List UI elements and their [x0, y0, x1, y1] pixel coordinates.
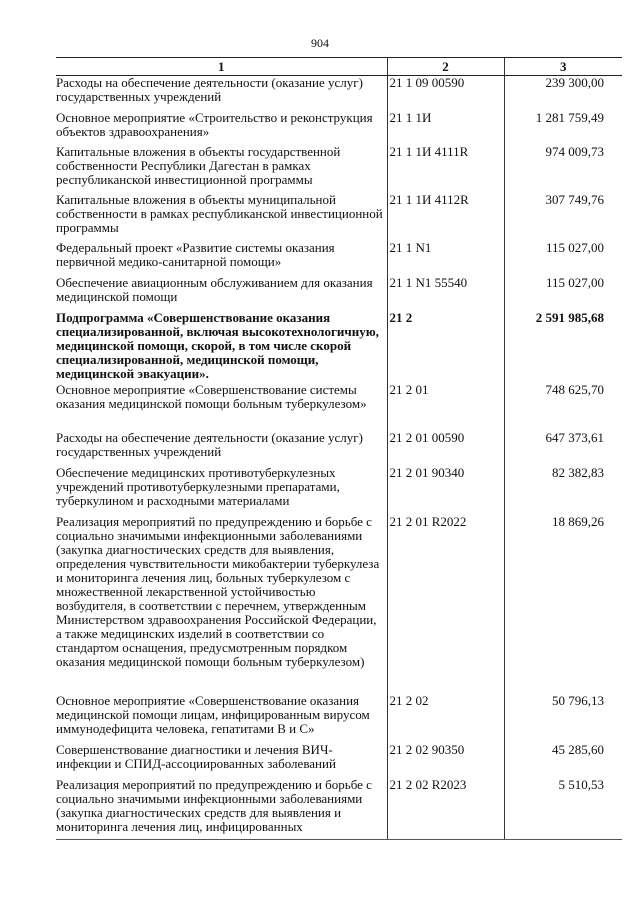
table-row: [56, 743, 622, 778]
column-header-code: 2: [387, 58, 504, 76]
row-amount: 748 625,70: [504, 383, 622, 431]
row-name: Капитальные вложения в объекты государственной собственности Республики Дагестан в рамках республиканской инвестиционной программы: [56, 143, 341, 187]
budget-table: [56, 57, 622, 840]
table-row: [56, 76, 622, 111]
row-amount: 974 009,73: [504, 145, 622, 193]
row-code: 21 1 N1 55540: [387, 276, 504, 311]
table-row: [56, 276, 622, 311]
row-code: 21 1 1И 4111R: [387, 145, 504, 193]
row-code: 21 2 02 R2023: [387, 778, 504, 840]
row-name: Реализация мероприятий по предупреждению и борьбе с социально значимыми инфекционными заболеваниями (закупка диагностических средств для выявления и мониторинга лечения лиц, инфицированных: [56, 778, 387, 840]
row-amount: 45 285,60: [504, 743, 622, 778]
row-code: 21 2 01 90340: [387, 466, 504, 515]
row-code: 21 2 02 90350: [387, 743, 504, 778]
table-row: [56, 515, 622, 694]
row-name: Капитальные вложения в объекты муниципальной собственности в рамках республиканской инвестиционной программы: [56, 191, 383, 235]
row-amount: 115 027,00: [504, 241, 622, 276]
table-row: [56, 431, 622, 466]
table-row-subprogram: [56, 311, 622, 383]
row-amount: 2 591 985,68: [504, 311, 622, 383]
row-amount: 1 281 759,49: [504, 111, 622, 145]
row-code: 21 2 01 R2022: [387, 515, 504, 694]
row-code: 21 1 1И: [387, 111, 504, 145]
row-amount: 5 510,53: [504, 778, 622, 840]
row-amount: 82 382,83: [504, 466, 622, 515]
row-name: Основное мероприятие «Совершенствование системы оказания медицинской помощи больным туберкулезом»: [56, 381, 367, 411]
row-amount: 647 373,61: [504, 431, 622, 466]
row-name: Основное мероприятие «Совершенствование оказания медицинской помощи лицам, инфицированным вирусом иммунодефицита человека, гепатитами В и С»: [56, 692, 370, 736]
row-code: 21 2: [387, 311, 504, 383]
table-row: [56, 778, 622, 840]
row-code: 21 2 01: [387, 383, 504, 431]
row-name: Основное мероприятие «Строительство и реконструкция объектов здравоохранения»: [56, 109, 373, 139]
row-code: 21 1 09 00590: [387, 76, 504, 111]
table-row: [56, 383, 622, 431]
row-name: Расходы на обеспечение деятельности (оказание услуг) государственных учреждений: [56, 75, 363, 104]
table-row: [56, 111, 622, 145]
column-header-name: 1: [56, 58, 387, 76]
row-name: Обеспечение авиационным обслуживанием для оказания медицинской помощи: [56, 274, 373, 304]
table-header-row: [56, 58, 622, 76]
table-row: [56, 466, 622, 515]
column-header-amount: 3: [504, 58, 622, 76]
row-name: Подпрограмма «Совершенствование оказания специализированной, включая высокотехнологичную, медицинской помощи, скорой, в том числе скорой специализированной, медицинской помощи, медицинской эвакуации».: [56, 309, 379, 381]
row-code: 21 2 02: [387, 694, 504, 743]
row-amount: 307 749,76: [504, 193, 622, 241]
page-number: 904: [311, 36, 329, 50]
row-code: 21 1 N1: [387, 241, 504, 276]
row-amount: 50 796,13: [504, 694, 622, 743]
row-name: Обеспечение медицинских противотуберкулезных учреждений противотуберкулезными препаратами, туберкулином и расходными материалами: [56, 464, 340, 508]
row-name: Совершенствование диагностики и лечения ВИЧ-инфекции и СПИД-ассоциированных заболеваний: [56, 741, 336, 771]
row-name: Реализация мероприятий по предупреждению и борьбе с социально значимыми инфекционными заболеваниями (закупка диагностических средств для выявления, определения чувствительности микобактерии туберкулеза и мониторинга лечения лиц, больных туберкулезом с множественной лекарственной устойчивостью возбудителя, в соответствии с перечнем, утвержденным Министерством здравоохранения Российской Федерации, а также медицинских изделий в соответствии со стандартом оснащения, предусмотренным порядком оказания медицинской помощи больным туберкулезом): [56, 513, 380, 669]
row-amount: 18 869,26: [504, 515, 622, 694]
table-row: [56, 694, 622, 743]
table-row: [56, 145, 622, 193]
row-name: Федеральный проект «Развитие системы оказания первичной медико-санитарной помощи»: [56, 239, 335, 269]
table-row: [56, 241, 622, 276]
table-row: [56, 193, 622, 241]
row-name: Расходы на обеспечение деятельности (оказание услуг) государственных учреждений: [56, 429, 363, 459]
row-amount: 239 300,00: [504, 76, 622, 111]
row-code: 21 2 01 00590: [387, 431, 504, 466]
row-code: 21 1 1И 4112R: [387, 193, 504, 241]
row-amount: 115 027,00: [504, 276, 622, 311]
